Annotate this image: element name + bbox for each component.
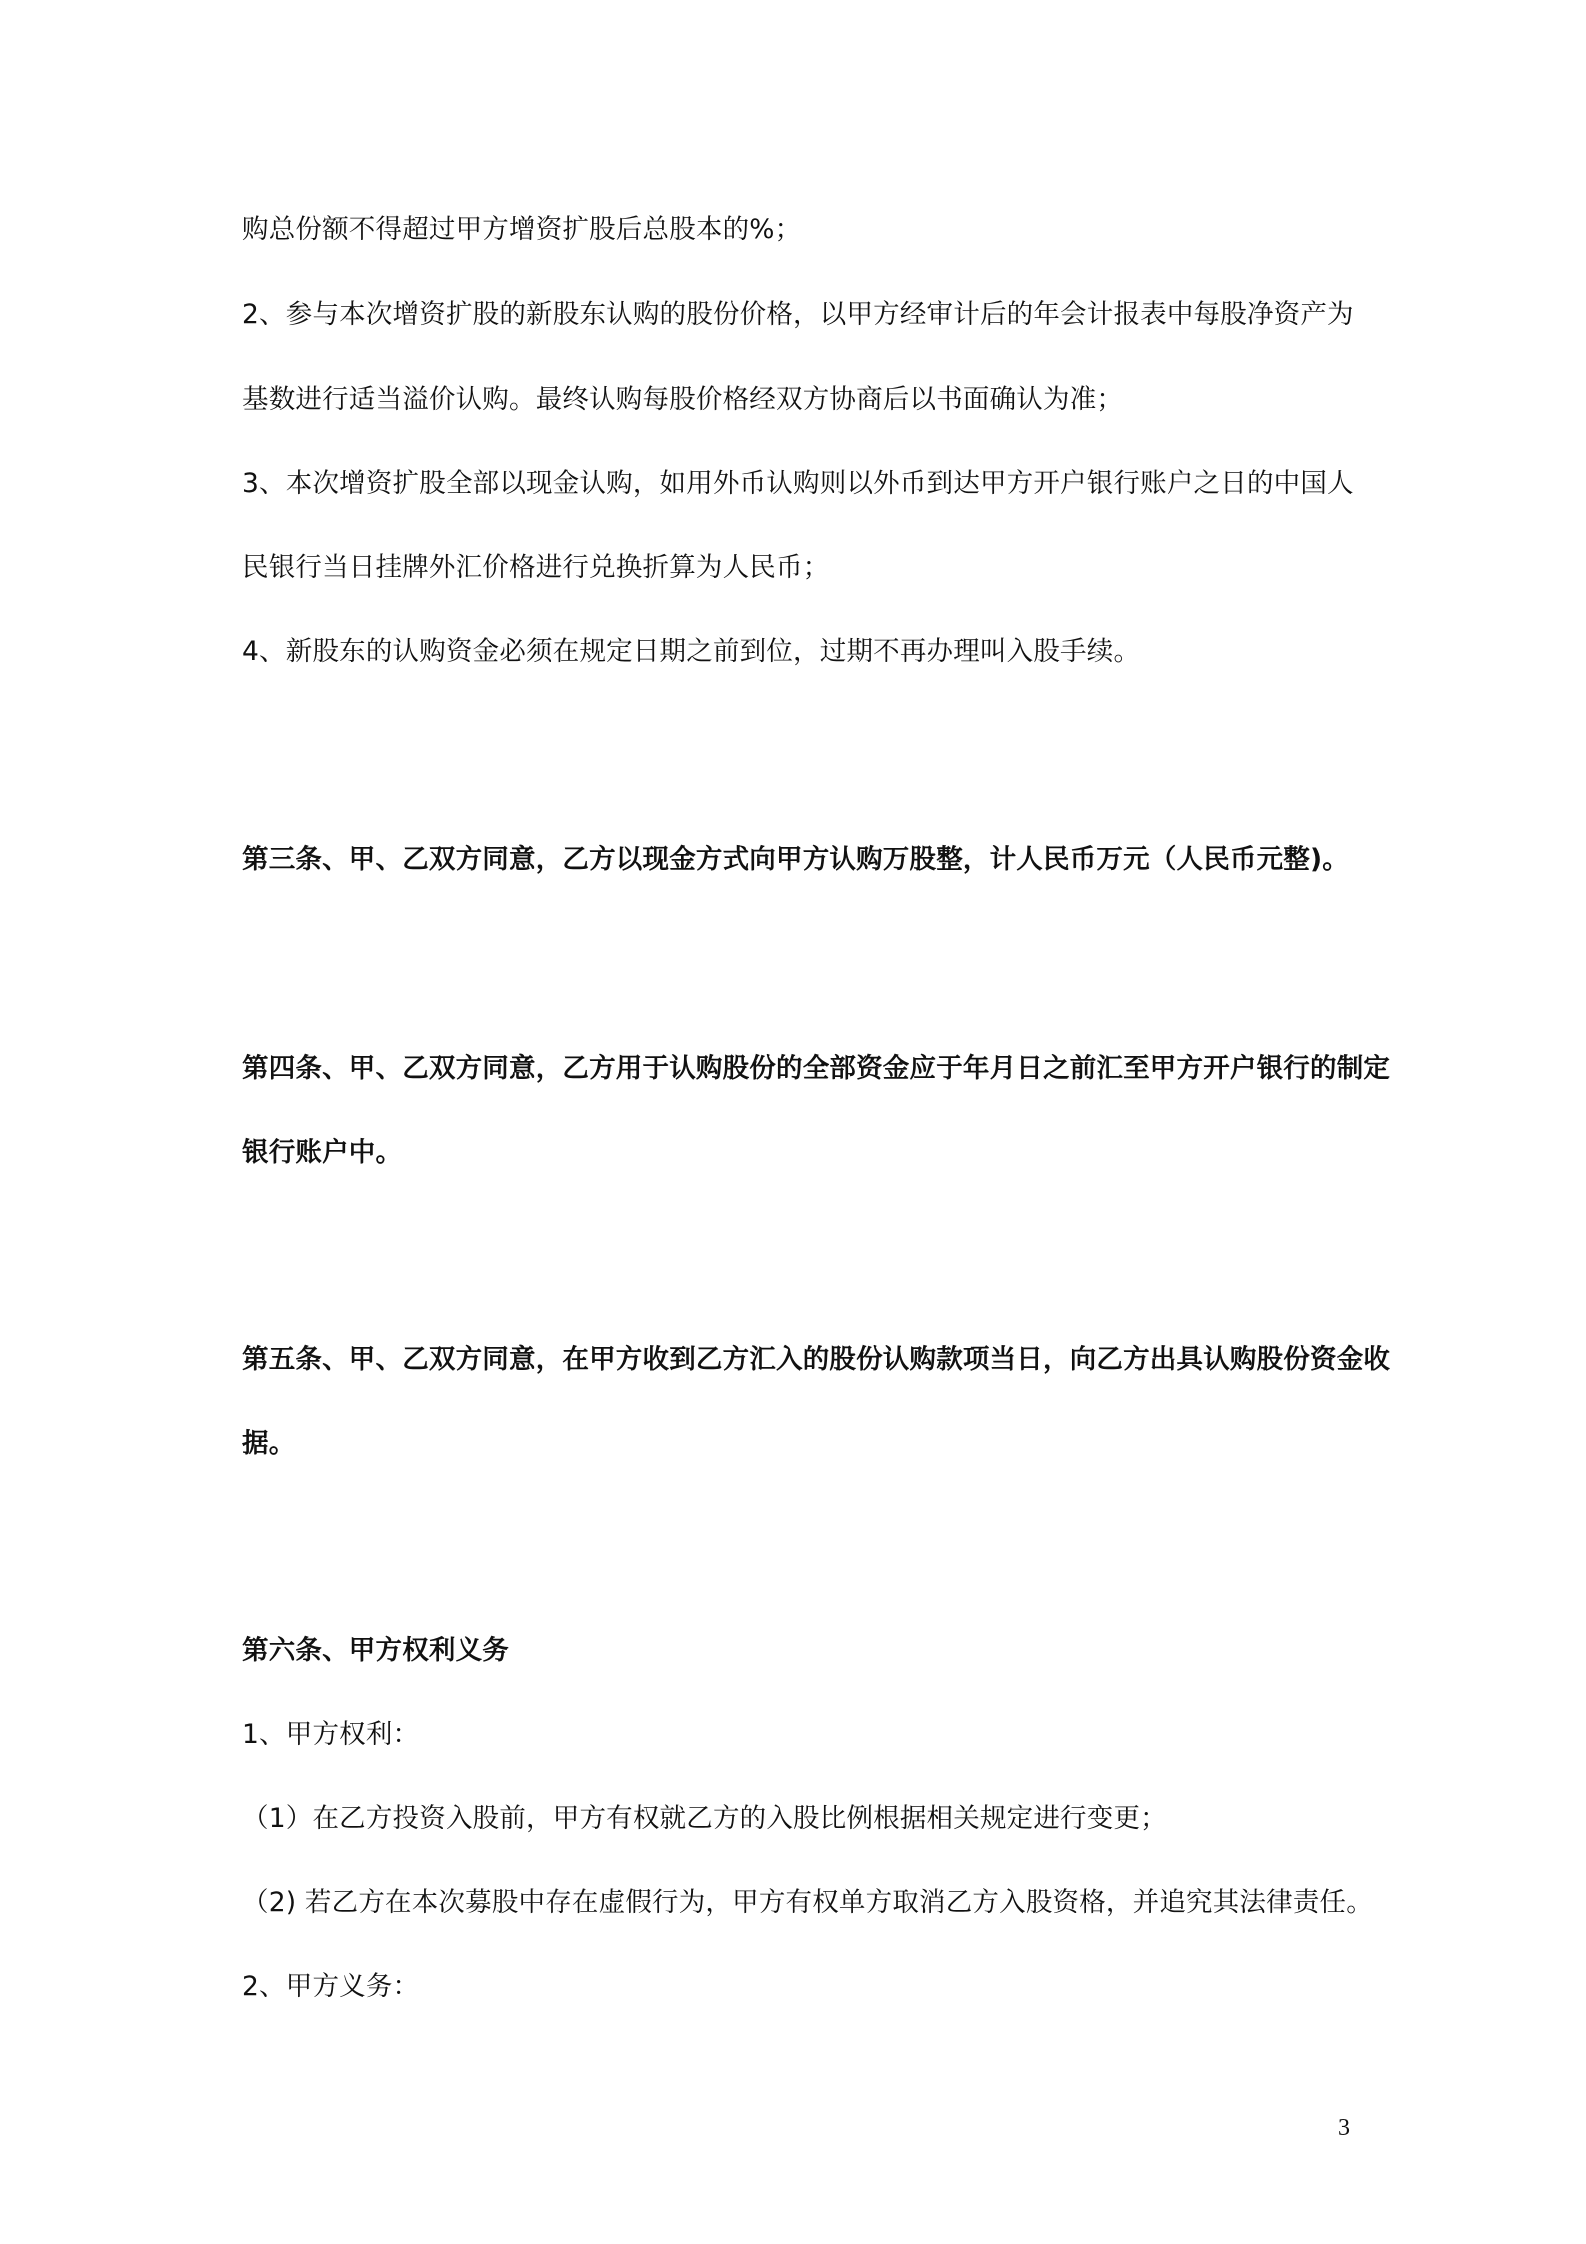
article-4-line-2: 银行账户中。 (242, 1137, 403, 1168)
article-5-line-2: 据。 (242, 1428, 296, 1459)
text-line-6: 4、新股东的认购资金必须在规定日期之前到位，过期不再办理叫入股手续。 (242, 636, 1141, 667)
article-4-line-1: 第四条、甲、乙双方同意，乙方用于认购股份的全部资金应于年月日之前汇至甲方开户银行的制定 (242, 1053, 1391, 1084)
text-line-4: 3、本次增资扩股全部以现金认购，如用外币认购则以外币到达甲方开户银行账户之日的中国人 (242, 468, 1354, 499)
text-line-3: 基数进行适当溢价认购。最终认购每股价格经双方协商后以书面确认为准； (242, 384, 1124, 415)
text-line-1: 购总份额不得超过甲方增资扩股后总股本的%； (242, 214, 802, 245)
party-a-right-1: （1）在乙方投资入股前，甲方有权就乙方的入股比例根据相关规定进行变更； (242, 1803, 1167, 1834)
article-6-heading: 第六条、甲方权利义务 (242, 1635, 509, 1666)
text-line-5: 民银行当日挂牌外汇价格进行兑换折算为人民币； (242, 552, 830, 583)
article-5-line-1: 第五条、甲、乙双方同意，在甲方收到乙方汇入的股份认购款项当日，向乙方出具认购股份资金收 (242, 1344, 1391, 1375)
party-a-obligations-heading: 2、甲方义务： (242, 1971, 420, 2002)
text-line-2: 2、参与本次增资扩股的新股东认购的股份价格，以甲方经审计后的年会计报表中每股净资产为 (242, 299, 1354, 330)
article-3: 第三条、甲、乙双方同意，乙方以现金方式向甲方认购万股整，计人民币万元（人民币元整)。 (242, 844, 1350, 875)
page-number: 3 (1338, 2115, 1350, 2141)
party-a-right-2: （2) 若乙方在本次募股中存在虚假行为，甲方有权单方取消乙方入股资格，并追究其法律责任。 (242, 1887, 1373, 1918)
party-a-rights-heading: 1、甲方权利： (242, 1719, 420, 1750)
